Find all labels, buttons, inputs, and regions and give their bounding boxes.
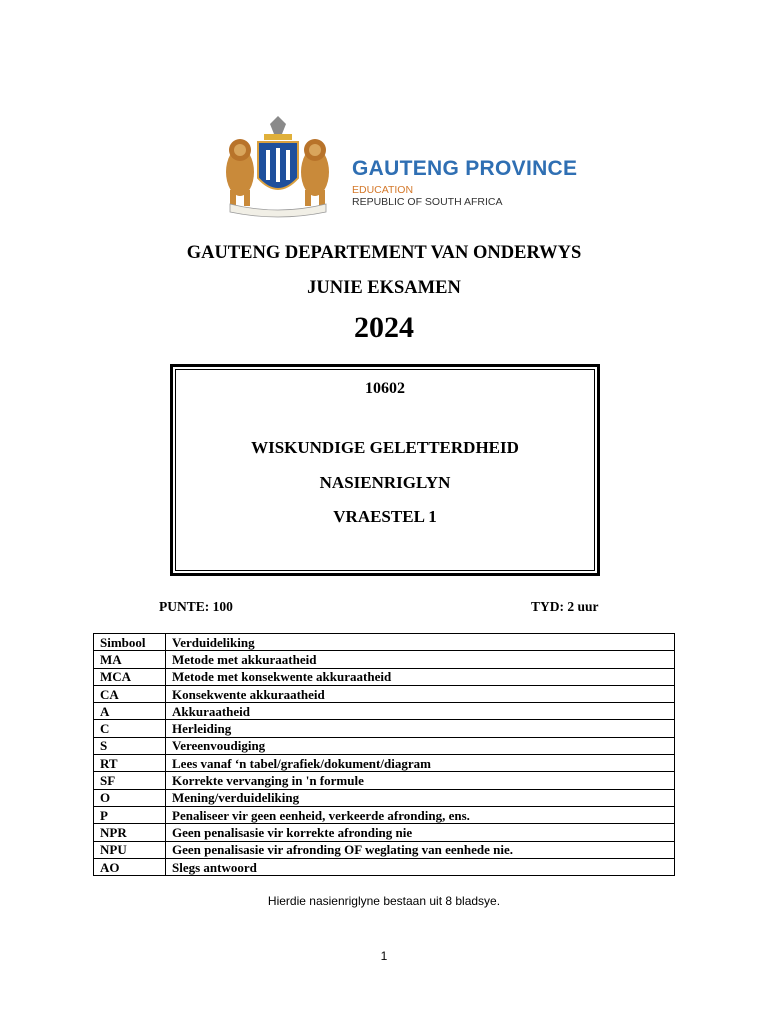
exam-heading: JUNIE EKSAMEN	[307, 278, 461, 298]
paper-number: VRAESTEL 1	[333, 507, 437, 526]
symbol-cell: MCA	[94, 668, 166, 685]
table-row	[94, 651, 675, 668]
symbol-cell: AO	[94, 858, 166, 875]
page-count-note: Hierdie nasienriglyne bestaan uit 8 bladsye.	[267, 894, 501, 908]
explanation-cell: Korrekte vervanging in 'n formule	[166, 772, 675, 789]
table-row	[94, 703, 675, 720]
symbol-cell: A	[94, 703, 166, 720]
table-row	[94, 668, 675, 685]
explanation-cell: Akkuraatheid	[166, 703, 675, 720]
table-row	[94, 772, 675, 789]
symbol-cell: RT	[94, 755, 166, 772]
subject-code: 10602	[365, 380, 405, 397]
explanation-cell: Slegs antwoord	[166, 858, 675, 875]
department-heading: GAUTENG DEPARTEMENT VAN ONDERWYS	[186, 243, 582, 263]
explanation-cell: Metode met konsekwente akkuraatheid	[166, 668, 675, 685]
symbol-cell: NPU	[94, 841, 166, 858]
total-marks: PUNTE: 100	[159, 599, 233, 614]
explanation-cell: Geen penalisasie vir korrekte afronding nie	[166, 824, 675, 841]
explanation-cell: Konsekwente akkuraatheid	[166, 685, 675, 702]
table-row	[94, 841, 675, 858]
symbol-cell: SF	[94, 772, 166, 789]
explanation-cell: Vereenvoudiging	[166, 737, 675, 754]
logo-title: GAUTENG PROVINCE	[352, 157, 578, 180]
table-row	[94, 720, 675, 737]
symbol-cell: MA	[94, 651, 166, 668]
table-row	[94, 806, 675, 823]
page-number: 1	[380, 949, 388, 963]
header-symbol: Simbool	[94, 634, 166, 651]
cover-box	[170, 364, 600, 576]
symbol-cell: CA	[94, 685, 166, 702]
explanation-cell: Lees vanaf ‘n tabel/grafiek/dokument/diagram	[166, 755, 675, 772]
gauteng-logo	[200, 112, 585, 222]
table-row	[94, 824, 675, 841]
symbol-cell: O	[94, 789, 166, 806]
logo-subtitle-education: EDUCATION	[352, 184, 414, 196]
table-row	[94, 737, 675, 754]
explanation-cell: Geen penalisasie vir afronding OF weglating van eenhede nie.	[166, 841, 675, 858]
table-row	[94, 789, 675, 806]
symbol-cell: NPR	[94, 824, 166, 841]
document-type: NASIENRIGLYN	[319, 473, 451, 492]
header-explanation: Verduideliking	[166, 634, 675, 651]
table-header-row	[94, 634, 675, 651]
explanation-cell: Metode met akkuraatheid	[166, 651, 675, 668]
subject-title: WISKUNDIGE GELETTERDHEID	[251, 438, 519, 457]
coat-of-arms-icon	[200, 112, 350, 222]
explanation-cell: Herleiding	[166, 720, 675, 737]
year-heading: 2024	[354, 311, 414, 344]
symbols-table	[93, 633, 675, 876]
symbol-cell: S	[94, 737, 166, 754]
symbol-cell: C	[94, 720, 166, 737]
explanation-cell: Mening/verduideliking	[166, 789, 675, 806]
table-row	[94, 755, 675, 772]
exam-time: TYD: 2 uur	[531, 599, 599, 614]
table-row	[94, 685, 675, 702]
table-row	[94, 858, 675, 875]
explanation-cell: Penaliseer vir geen eenheid, verkeerde afronding, ens.	[166, 806, 675, 823]
symbol-cell: P	[94, 806, 166, 823]
logo-subtitle-country: REPUBLIC OF SOUTH AFRICA	[352, 196, 503, 208]
